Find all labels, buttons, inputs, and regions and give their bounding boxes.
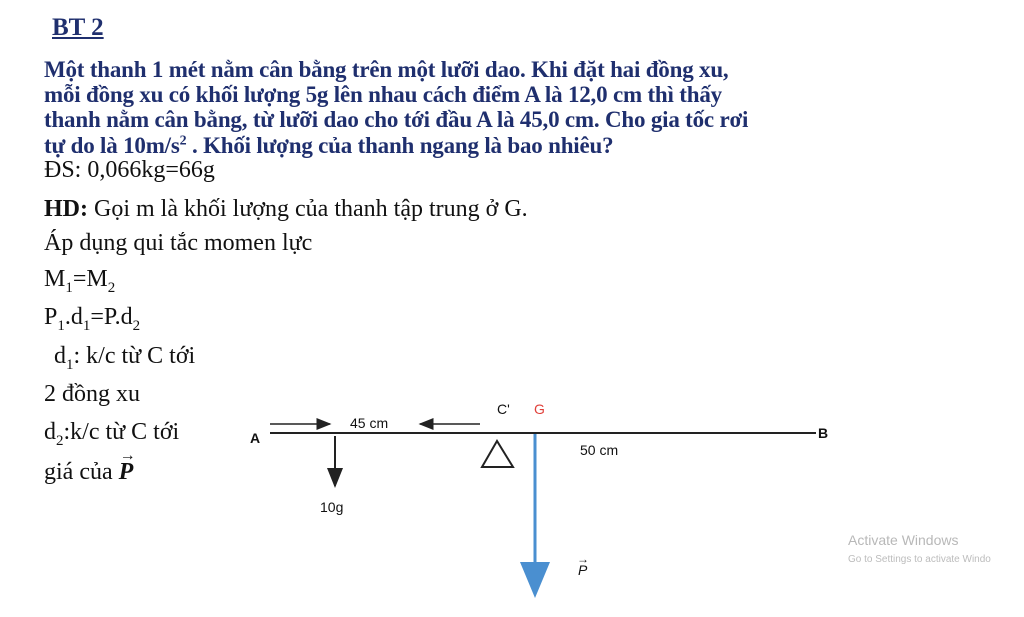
d1-definition: $d_1$: k/c từ C tới: [54, 343, 196, 373]
windows-watermark-title: Activate Windows: [848, 532, 959, 548]
equation-force: $P_1.d_1=P.d_2$: [44, 304, 141, 334]
label-45cm: 45 cm: [350, 415, 389, 431]
problem-line-4: tự do là $10m/s^2$ . Khối lượng của thanh ngang là bao nhiêu?: [44, 133, 614, 158]
d2-definition: $d_2:k/c$ từ C tới: [44, 419, 180, 449]
windows-watermark-subtitle: Go to Settings to activate Windo: [848, 554, 991, 565]
label-c-prime: C': [497, 401, 510, 417]
coins-line: 2 đồng xu: [44, 381, 140, 407]
problem-line-1: Một thanh 1 mét nằm cân bằng trên một lưỡi dao. Khi đặt hai đồng xu,: [44, 57, 729, 82]
problem-line-2: mỗi đồng xu có khối lượng 5g lên nhau cách điểm A là 12,0 cm thì thấy: [44, 82, 722, 107]
force-line-definition: giá của → P: [44, 447, 136, 485]
label-g: G: [534, 401, 545, 417]
problem-line-3: thanh nằm cân bằng, từ lưỡi dao cho tới đầu A là 45,0 cm. Cho gia tốc rơi: [44, 107, 749, 132]
knife-edge-fulcrum: [482, 441, 513, 467]
label-b: B: [818, 425, 829, 441]
answer: ĐS: 0,066kg=66g: [44, 157, 215, 183]
rule-line: Áp dụng qui tắc momen lực: [44, 230, 313, 256]
hd-line: HD: Gọi m là khối lượng của thanh tập trung ở G.: [44, 196, 528, 222]
label-50cm: 50 cm: [580, 442, 619, 458]
vector-arrow-icon: →: [577, 552, 589, 566]
label-vector-p: P: [578, 562, 588, 578]
label-mass: 10g: [320, 499, 344, 515]
exercise-title: BT 2: [52, 14, 104, 41]
equation-moment: $M_1=M_2$: [44, 266, 116, 296]
label-a: A: [250, 430, 261, 446]
